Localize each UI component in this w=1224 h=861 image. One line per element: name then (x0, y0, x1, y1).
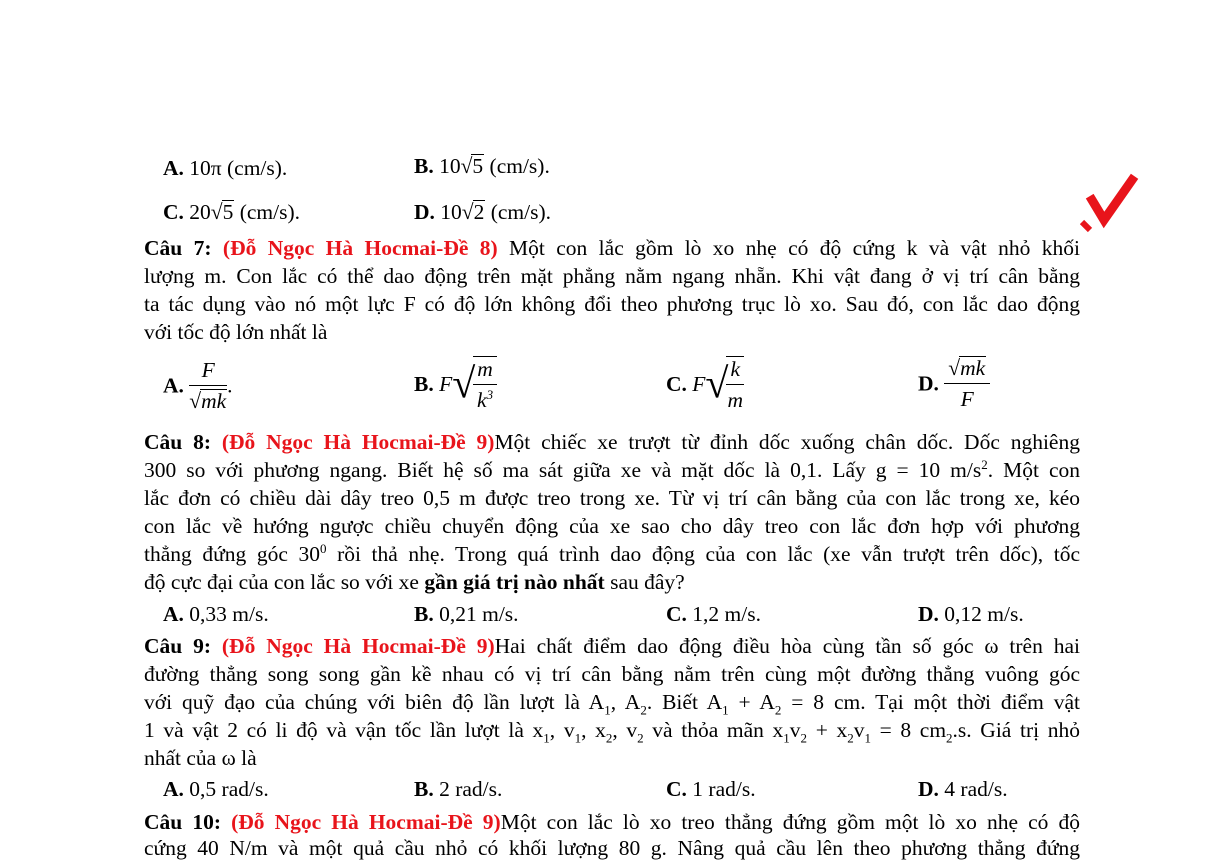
q9-option-a: A. 0,5 rad/s. (163, 777, 269, 801)
q8-label: Câu 8: (144, 430, 211, 454)
q8-line-1: Câu 8: (Đỗ Ngọc Hà Hocmai-Đề 9)Một chiếc xe trượt từ đỉnh dốc xuống chân dốc. Dốc nghiêng (144, 430, 1080, 454)
q8-line-4: con lắc về hướng ngược chiều chuyển động của xe sao cho dây treo con lắc đơn hợp với phương (144, 514, 1080, 538)
q8-line-6: độ cực đại của con lắc so với xe gần giá trị nào nhất sau đây? (144, 570, 685, 594)
q10-line-1: Câu 10: (Đỗ Ngọc Hà Hocmai-Đề 9)Một con lắc lò xo treo thẳng đứng gồm một lò xo nhẹ có độ (144, 810, 1080, 834)
q7-option-b: B. F√ $\frac{m}{k^3}$ (414, 356, 497, 413)
q9-option-d: D. 4 rad/s. (918, 777, 1008, 801)
q10-line-2: cứng 40 N/m và một quả cầu nhỏ có khối lượng 80 g. Nâng quả cầu lên theo phương thẳng đứng (144, 836, 1080, 860)
q9-option-c: C. 1 rad/s. (666, 777, 756, 801)
q9-line-4: 1 và vật 2 có li độ và vận tốc lần lượt là $x_1$, $v_1$, $x_2$, $v_2$ và thỏa mãn $x_1v_2 + x_2v_1 = 8$ $cm_2.s$. Giá trị nhỏ (144, 718, 1080, 746)
q7-option-c: C. F√ $\frac{k}{m}$ (666, 357, 744, 412)
q7-label: Câu 7: (144, 236, 212, 260)
q6-option-b: B. 10√5 (cm/s). (414, 154, 550, 178)
q8-option-d: D. 0,12 m/s. (918, 602, 1024, 626)
q9-label: Câu 9: (144, 634, 212, 658)
q10-label: Câu 10: (144, 810, 221, 834)
q9-option-b: B. 2 rad/s. (414, 777, 503, 801)
q9-source: (Đỗ Ngọc Hà Hocmai-Đề 9) (221, 634, 495, 658)
q10-source: (Đỗ Ngọc Hà Hocmai-Đề 9) (231, 810, 501, 834)
q6-option-c: C. 20√5 (cm/s). (163, 200, 301, 224)
q8-line-2: 300 so với phương ngang. Biết hệ số ma sát giữa xe và mặt dốc là 0,1. Lấy g = 10 $m/s^2$. Một con (144, 456, 1080, 482)
q9-line-5: nhất của ω là (144, 746, 257, 770)
q7-line-4: với tốc độ lớn nhất là (144, 320, 328, 344)
q8-option-b: B. 0,21 m/s. (414, 602, 519, 626)
q7-option-a: A. $\frac{F}{√mk}$ . (163, 358, 233, 413)
q9-line-2: đường thẳng song song gần kề nhau có vị trí cân bằng nằm trên cùng một đường thẳng vuông góc (144, 662, 1080, 686)
q9-line-1: Câu 9: (Đỗ Ngọc Hà Hocmai-Đề 9)Hai chất điểm dao động điều hòa cùng tần số góc ω trên hai (144, 634, 1080, 658)
q7-source: (Đỗ Ngọc Hà Hocmai-Đề 8) (222, 236, 498, 260)
q7-line-1: Câu 7: (Đỗ Ngọc Hà Hocmai-Đề 8) Một con lắc gồm lò xo nhẹ có độ cứng k và vật nhỏ khối (144, 236, 1080, 260)
q7-line-3: ta tác dụng vào nó một lực F có độ lớn không đổi theo phương trục lò xo. Sau đó, con lắc dao động (144, 292, 1080, 316)
q8-option-a: A. 0,33 m/s. (163, 602, 269, 626)
red-checkmark-icon (1080, 170, 1140, 240)
q6-option-d: D. 10√2 (cm/s). (414, 200, 552, 224)
q8-option-c: C. 1,2 m/s. (666, 602, 761, 626)
q6-option-a: A. 10π (cm/s). (163, 156, 288, 180)
q7-line-2: lượng m. Con lắc có thể dao động trên mặt phẳng nằm ngang nhẵn. Khi vật đang ở vị trí cân bằng (144, 264, 1080, 288)
q8-line-5: thẳng đứng góc $30^0$ rồi thả nhẹ. Trong quá trình dao động của con lắc (xe vẫn trượt trên dốc), tốc (144, 540, 1080, 566)
q9-line-3: với quỹ đạo của chúng với biên độ lần lượt là $A_1$, $A_2$. Biết $A_1 + A_2 = 8$ cm. Tại một thời điểm vật (144, 690, 1081, 718)
q8-line-3: lắc đơn có chiều dài dây treo 0,5 m được treo trong xe. Từ vị trí cân bằng của con lắc trong xe, kéo (144, 486, 1080, 510)
q7-option-d: D. $\frac{√mk}{F}$ (918, 356, 990, 412)
q8-source: (Đỗ Ngọc Hà Hocmai-Đề 9) (221, 430, 495, 454)
